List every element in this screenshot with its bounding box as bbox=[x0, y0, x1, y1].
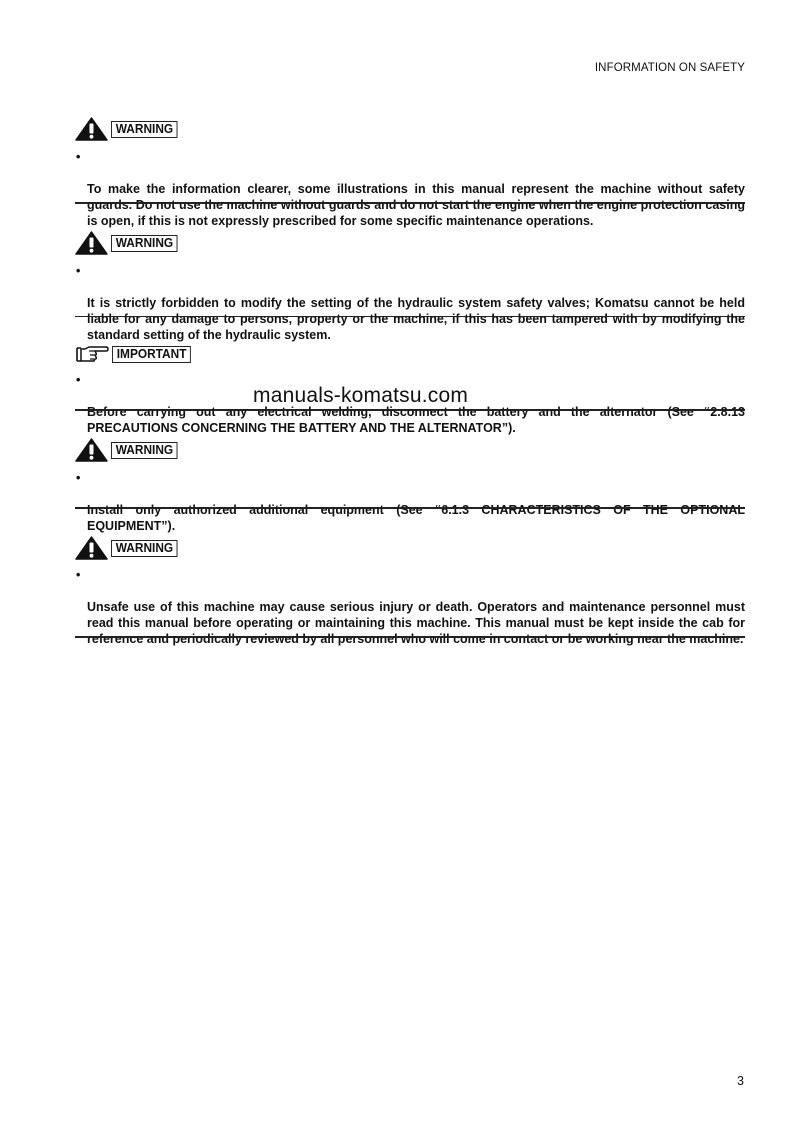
warning-label: WARNING bbox=[111, 235, 178, 252]
pointing-hand-icon bbox=[75, 345, 109, 363]
section-divider bbox=[75, 202, 745, 204]
warning-text-body: To make the information clearer, some illustrations in this manual represent the machine without safety guards. Do not use the machine without guards and do not start the engine when the engine protection casing is open, if this is not expressly prescribed for some specific maintenance operations. bbox=[87, 182, 745, 228]
warning-label-row bbox=[75, 117, 181, 141]
warning-section-1 bbox=[75, 117, 745, 228]
warning-label-row bbox=[75, 231, 181, 255]
bullet: • bbox=[76, 264, 81, 278]
warning-label: WARNING bbox=[111, 121, 178, 138]
warning-section-2 bbox=[75, 231, 745, 342]
warning-section-4 bbox=[75, 536, 745, 646]
bullet: • bbox=[76, 471, 81, 485]
warning-triangle-icon bbox=[75, 536, 108, 560]
section-divider bbox=[75, 507, 745, 509]
bullet: • bbox=[76, 373, 81, 387]
warning-triangle-icon bbox=[75, 231, 108, 255]
warning-label: WARNING bbox=[111, 540, 178, 557]
section-divider bbox=[75, 316, 745, 317]
bullet: • bbox=[76, 568, 81, 582]
page-header: INFORMATION ON SAFETY bbox=[594, 62, 745, 74]
page-number: 3 bbox=[737, 1074, 744, 1088]
warning-triangle-icon bbox=[75, 117, 108, 141]
bullet: • bbox=[76, 150, 81, 164]
warning-label: WARNING bbox=[111, 442, 178, 459]
important-label-row bbox=[75, 342, 195, 366]
warning-text-body: Install only authorized additional equipment (See “6.1.3 CHARACTERISTICS OF THE OPTIONAL EQUIPMENT”). bbox=[87, 503, 745, 533]
important-label: IMPORTANT bbox=[112, 346, 191, 363]
important-text-body: Before carrying out any electrical welding, disconnect the battery and the alternator (See “2.8.13 PRECAUTIONS CONCERNING THE BATTERY AND THE ALTERNATOR”). bbox=[87, 405, 745, 435]
warning-label-row bbox=[75, 438, 181, 462]
warning-triangle-icon bbox=[75, 438, 108, 462]
warning-text-body: Unsafe use of this machine may cause serious injury or death. Operators and maintenance personnel must read this manual before operating or maintaining this machine. This manual must be kept inside the cab for reference and periodically reviewed by all personnel who will come in contact or be working near the machine. bbox=[87, 600, 745, 646]
warning-label-row bbox=[75, 536, 181, 560]
warning-section-3 bbox=[75, 438, 745, 533]
warning-text-body: It is strictly forbidden to modify the setting of the hydraulic system safety valves; Komatsu cannot be held liable for any damage to persons, property or the machine, if this has been tampered with by modifying the standard setting of the hydraulic system. bbox=[87, 296, 745, 342]
warning-text-4 bbox=[75, 567, 745, 663]
watermark: manuals-komatsu.com bbox=[253, 384, 469, 407]
section-divider bbox=[75, 409, 745, 411]
section-divider bbox=[75, 636, 745, 638]
